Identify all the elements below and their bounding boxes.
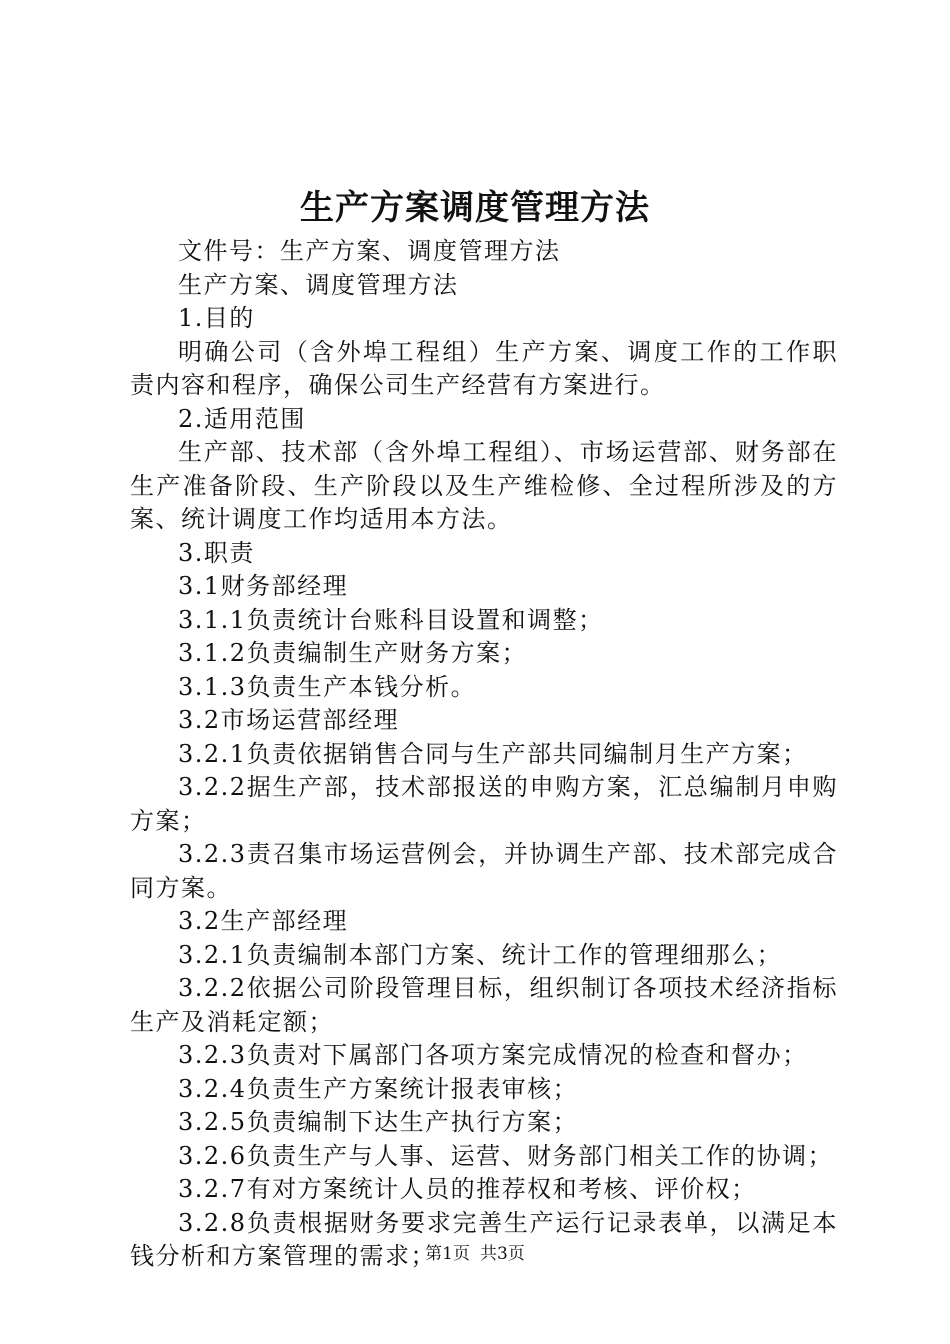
list-item: 3.2.1负责依据销售合同与生产部共同编制月生产方案； — [178, 739, 808, 768]
list-item: 3.2.3负责对下属部门各项方案完成情况的检查和督办； — [178, 1041, 808, 1069]
list-item: 3.2.2据生产部，技术部报送的申购方案，汇总编制月申购方案； — [130, 773, 838, 835]
list-item: 3.2.6负责生产与人事、运营、财务部门相关工作的协调； — [178, 1141, 834, 1170]
file-number-line: 文件号：生产方案、调度管理方法 — [178, 237, 561, 265]
list-item: 3.2.7有对方案统计人员的推荐权和考核、评价权； — [178, 1175, 757, 1203]
list-item: 3.2.5负责编制下达生产执行方案； — [178, 1108, 579, 1136]
document-title: 生产方案调度管理方法 — [300, 188, 650, 228]
section-heading-duties: 3.职责 — [178, 538, 255, 567]
section-heading-purpose: 1.目的 — [178, 304, 255, 332]
page-footer — [0, 1242, 950, 1266]
list-item: 3.1.2负责编制生产财务方案； — [178, 639, 528, 667]
list-item: 3.2.8负责根据财务要求完善生产运行记录表单，以满足本钱分析和方案管理的需求； — [130, 1208, 838, 1270]
subsection-heading-production: 3.2生产部经理 — [178, 907, 349, 935]
page-total: 共3页 — [480, 1244, 525, 1264]
subsection-heading-finance: 3.1财务部经理 — [178, 572, 349, 600]
document-body — [130, 235, 838, 1274]
paragraph-scope: 生产部、技术部（含外埠工程组）、市场运营部、财务部在生产准备阶段、生产阶段以及生产维检修、全过程所涉及的方案、统计调度工作均适用本方法。 — [130, 438, 838, 533]
list-item: 3.1.3负责生产本钱分析。 — [178, 672, 477, 701]
list-item: 3.2.3责召集市场运营例会，并协调生产部、技术部完成合同方案。 — [130, 840, 838, 902]
subtitle-line: 生产方案、调度管理方法 — [178, 270, 459, 299]
section-heading-scope: 2.适用范围 — [178, 404, 306, 433]
subsection-heading-marketing: 3.2市场运营部经理 — [178, 706, 400, 734]
page-number: 第1页 — [425, 1244, 470, 1264]
paragraph-purpose: 明确公司（含外埠工程组）生产方案、调度工作的工作职责内容和程序，确保公司生产经营有方案进行。 — [130, 337, 838, 399]
list-item: 3.2.2依据公司阶段管理目标，组织制订各项技术经济指标生产及消耗定额； — [130, 974, 838, 1036]
list-item: 3.2.4负责生产方案统计报表审核； — [178, 1074, 579, 1103]
list-item: 3.2.1负责编制本部门方案、统计工作的管理细那么； — [178, 940, 783, 969]
list-item: 3.1.1负责统计台账科目设置和调整； — [178, 605, 604, 634]
